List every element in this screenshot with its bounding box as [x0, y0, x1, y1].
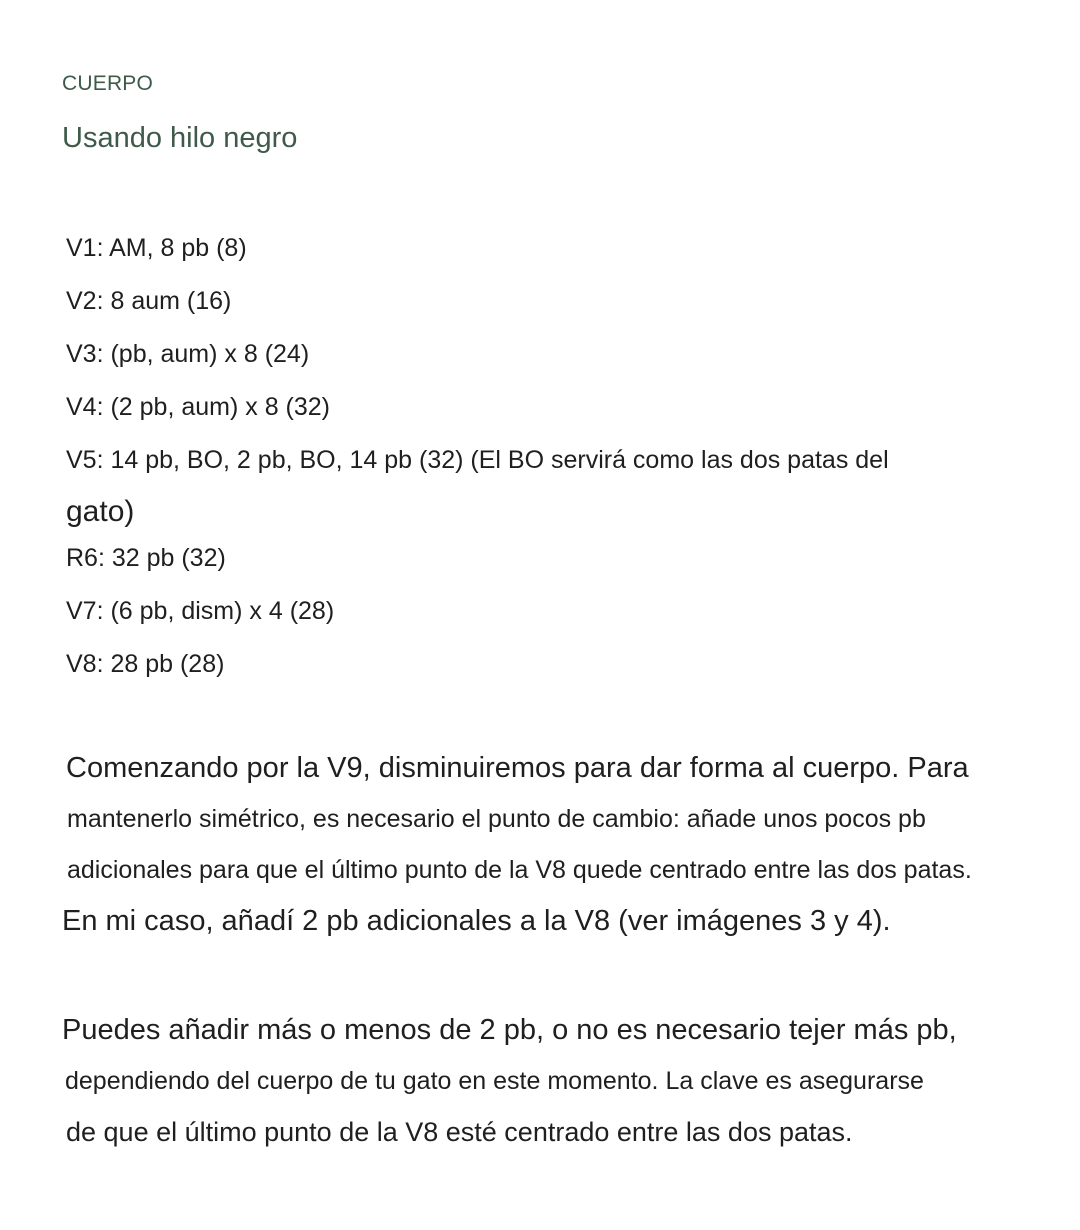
round-item: V7: (6 pb, dism) x 4 (28) [66, 597, 335, 625]
paragraph-note [62, 1010, 1022, 1163]
round-item: V3: (pb, aum) x 8 (24) [66, 340, 310, 368]
paragraph-line: adicionales para que el último punto de la V8 quede centrado entre las dos patas. [67, 856, 972, 884]
round-item: V1: AM, 8 pb (8) [66, 234, 247, 262]
paragraph-line: mantenerlo simétrico, es necesario el punto de cambio: añade unos pocos pb [67, 805, 926, 833]
round-item: V2: 8 aum (16) [66, 287, 232, 315]
section-label: CUERPO [62, 72, 154, 95]
round-item [66, 434, 1026, 538]
round-item: V8: 28 pb (28) [66, 650, 225, 678]
paragraph-line: En mi caso, añadí 2 pb adicionales a la V8 (ver imágenes 3 y 4). [62, 905, 891, 937]
paragraph-line: Puedes añadir más o menos de 2 pb, o no es necesario tejer más pb, [62, 1014, 957, 1046]
round-text: V5: 14 pb, BO, 2 pb, BO, 14 pb (32) (El BO servirá como las dos patas del [66, 446, 889, 474]
round-text-continuation: gato) [66, 495, 135, 528]
round-item: V4: (2 pb, aum) x 8 (32) [66, 393, 331, 421]
paragraph-line: Comenzando por la V9, disminuiremos para dar forma al cuerpo. Para [66, 752, 969, 784]
section-subtitle: Usando hilo negro [62, 122, 298, 154]
paragraph-line: de que el último punto de la V8 esté centrado entre las dos patas. [66, 1117, 853, 1147]
round-list [66, 230, 1026, 699]
round-item: R6: 32 pb (32) [66, 544, 226, 572]
paragraph-shaping [62, 748, 1022, 952]
paragraph-line: dependiendo del cuerpo de tu gato en este momento. La clave es asegurarse [65, 1067, 924, 1095]
